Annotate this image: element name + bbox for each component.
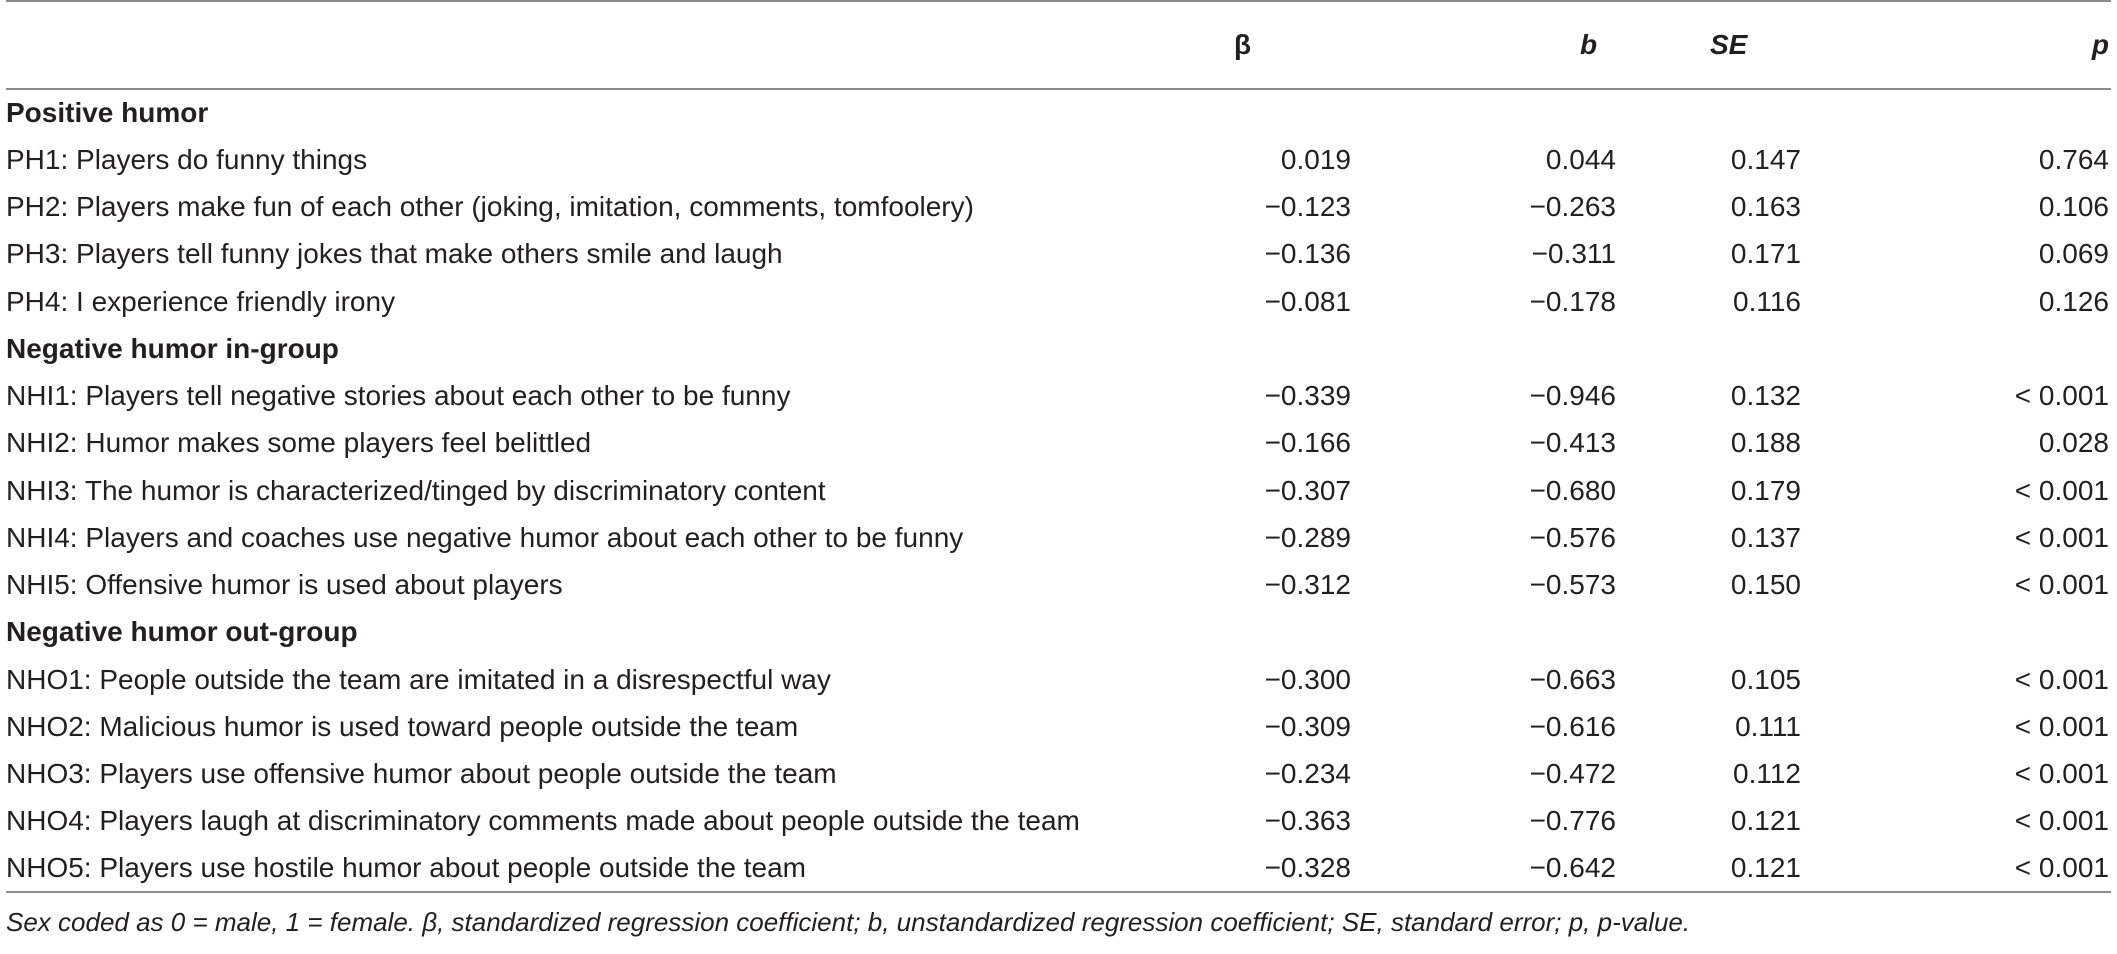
table-row	[6, 136, 2111, 183]
row-label: PH1: Players do funny things	[6, 143, 368, 175]
table-footnote: Sex coded as 0 = male, 1 = female. β, standardized regression coefficient; b, unstandardized regression coefficient; SE, standard error; p, p-value.	[6, 907, 1691, 938]
cell-beta: −0.307	[1264, 474, 1351, 506]
row-label: NHO1: People outside the team are imitated in a disrespectful way	[6, 663, 831, 695]
cell-b: −0.663	[1529, 663, 1616, 695]
table-row	[6, 278, 2111, 325]
cell-beta: −0.166	[1264, 427, 1351, 459]
row-label: NHI1: Players tell negative stories about each other to be funny	[6, 380, 791, 412]
row-label: NHI5: Offensive humor is used about players	[6, 569, 563, 601]
cell-beta: −0.234	[1264, 758, 1351, 790]
cell-p: 0.126	[2038, 285, 2109, 317]
table-row	[6, 420, 2111, 467]
row-label: PH4: I experience friendly irony	[6, 285, 396, 317]
cell-p: < 0.001	[2014, 710, 2109, 742]
cell-p: < 0.001	[2014, 380, 2109, 412]
table-row	[6, 656, 2111, 703]
cell-p: < 0.001	[2014, 569, 2109, 601]
cell-p: < 0.001	[2014, 474, 2109, 506]
cell-beta: 0.019	[1280, 143, 1351, 175]
cell-se: 0.121	[1616, 845, 1801, 892]
cell-beta: −0.081	[1264, 285, 1351, 317]
section-title: Negative humor out-group	[6, 616, 358, 648]
cell-beta: −0.136	[1264, 238, 1351, 270]
table-row	[6, 467, 2111, 514]
table-row	[6, 562, 2111, 609]
cell-p: < 0.001	[2014, 663, 2109, 695]
cell-p: 0.069	[2038, 238, 2109, 270]
section-row	[6, 89, 2111, 136]
cell-b: 0.044	[1545, 143, 1616, 175]
cell-b: −0.263	[1529, 191, 1616, 223]
cell-se: 0.105	[1730, 663, 1801, 695]
cell-b: −0.472	[1529, 758, 1616, 790]
row-label: PH3: Players tell funny jokes that make others smile and laugh	[6, 238, 783, 270]
section-title: Negative humor in-group	[6, 332, 339, 364]
cell-se: 0.121	[1730, 805, 1801, 837]
cell-se: 0.171	[1730, 238, 1801, 270]
cell-b: −0.776	[1529, 805, 1616, 837]
table-container	[6, 0, 2111, 938]
row-label: NHO4: Players laugh at discriminatory comments made about people outside the team	[6, 805, 1080, 837]
cell-b: −0.642	[1351, 845, 1616, 892]
cell-p: 0.106	[2038, 191, 2109, 223]
cell-b: −0.616	[1529, 710, 1616, 742]
cell-b: −0.680	[1529, 474, 1616, 506]
cell-p: 0.028	[2038, 427, 2109, 459]
cell-p: 0.764	[2038, 143, 2109, 175]
cell-se: 0.112	[1733, 758, 1801, 790]
header-p: p	[1801, 1, 2111, 89]
row-label: NHO3: Players use offensive humor about people outside the team	[6, 758, 837, 790]
cell-se: 0.116	[1733, 285, 1801, 317]
section-title: Positive humor	[6, 97, 209, 129]
table-row	[6, 845, 2111, 892]
cell-beta: −0.339	[1264, 380, 1351, 412]
cell-b: −0.576	[1529, 521, 1616, 553]
row-label: NHI4: Players and coaches use negative humor about each other to be funny	[6, 521, 964, 553]
cell-se: 0.150	[1730, 569, 1801, 601]
table-row	[6, 231, 2111, 278]
cell-b: −0.311	[1531, 238, 1616, 270]
cell-se: 0.147	[1730, 143, 1801, 175]
row-label: NHI2: Humor makes some players feel belittled	[6, 427, 592, 459]
table-row	[6, 703, 2111, 750]
header-row	[6, 1, 2111, 89]
cell-se: 0.163	[1730, 191, 1801, 223]
cell-p: < 0.001	[2014, 521, 2109, 553]
cell-se: 0.188	[1730, 427, 1801, 459]
header-label	[6, 1, 1206, 89]
row-label: PH2: Players make fun of each other (joking, imitation, comments, tomfoolery)	[6, 191, 974, 223]
header-beta: β	[1206, 1, 1351, 89]
table-body	[6, 89, 2111, 892]
cell-beta: −0.309	[1264, 710, 1351, 742]
header-b: b	[1351, 1, 1616, 89]
row-label: NHO5: Players use hostile humor about people outside the team	[6, 845, 1206, 892]
table-row	[6, 514, 2111, 561]
table-row	[6, 373, 2111, 420]
header-se: SE	[1616, 1, 1801, 89]
cell-beta: −0.363	[1264, 805, 1351, 837]
section-row	[6, 609, 2111, 656]
cell-beta: −0.123	[1264, 191, 1351, 223]
cell-p: < 0.001	[2014, 805, 2109, 837]
table-row	[6, 798, 2111, 845]
cell-se: 0.132	[1730, 380, 1801, 412]
row-label: NHI3: The humor is characterized/tinged by discriminatory content	[6, 474, 826, 506]
cell-p: < 0.001	[2014, 758, 2109, 790]
cell-b: −0.946	[1529, 380, 1616, 412]
section-row	[6, 325, 2111, 372]
cell-b: −0.413	[1529, 427, 1616, 459]
cell-beta: −0.328	[1206, 845, 1351, 892]
cell-beta: −0.312	[1264, 569, 1351, 601]
cell-b: −0.178	[1529, 285, 1616, 317]
cell-b: −0.573	[1529, 569, 1616, 601]
cell-se: 0.111	[1735, 710, 1801, 742]
cell-se: 0.137	[1730, 521, 1801, 553]
table-row	[6, 184, 2111, 231]
regression-table	[6, 0, 2111, 893]
cell-beta: −0.300	[1264, 663, 1351, 695]
cell-se: 0.179	[1730, 474, 1801, 506]
cell-p: < 0.001	[1801, 845, 2111, 892]
row-label: NHO2: Malicious humor is used toward people outside the team	[6, 710, 799, 742]
cell-beta: −0.289	[1264, 521, 1351, 553]
table-row	[6, 751, 2111, 798]
